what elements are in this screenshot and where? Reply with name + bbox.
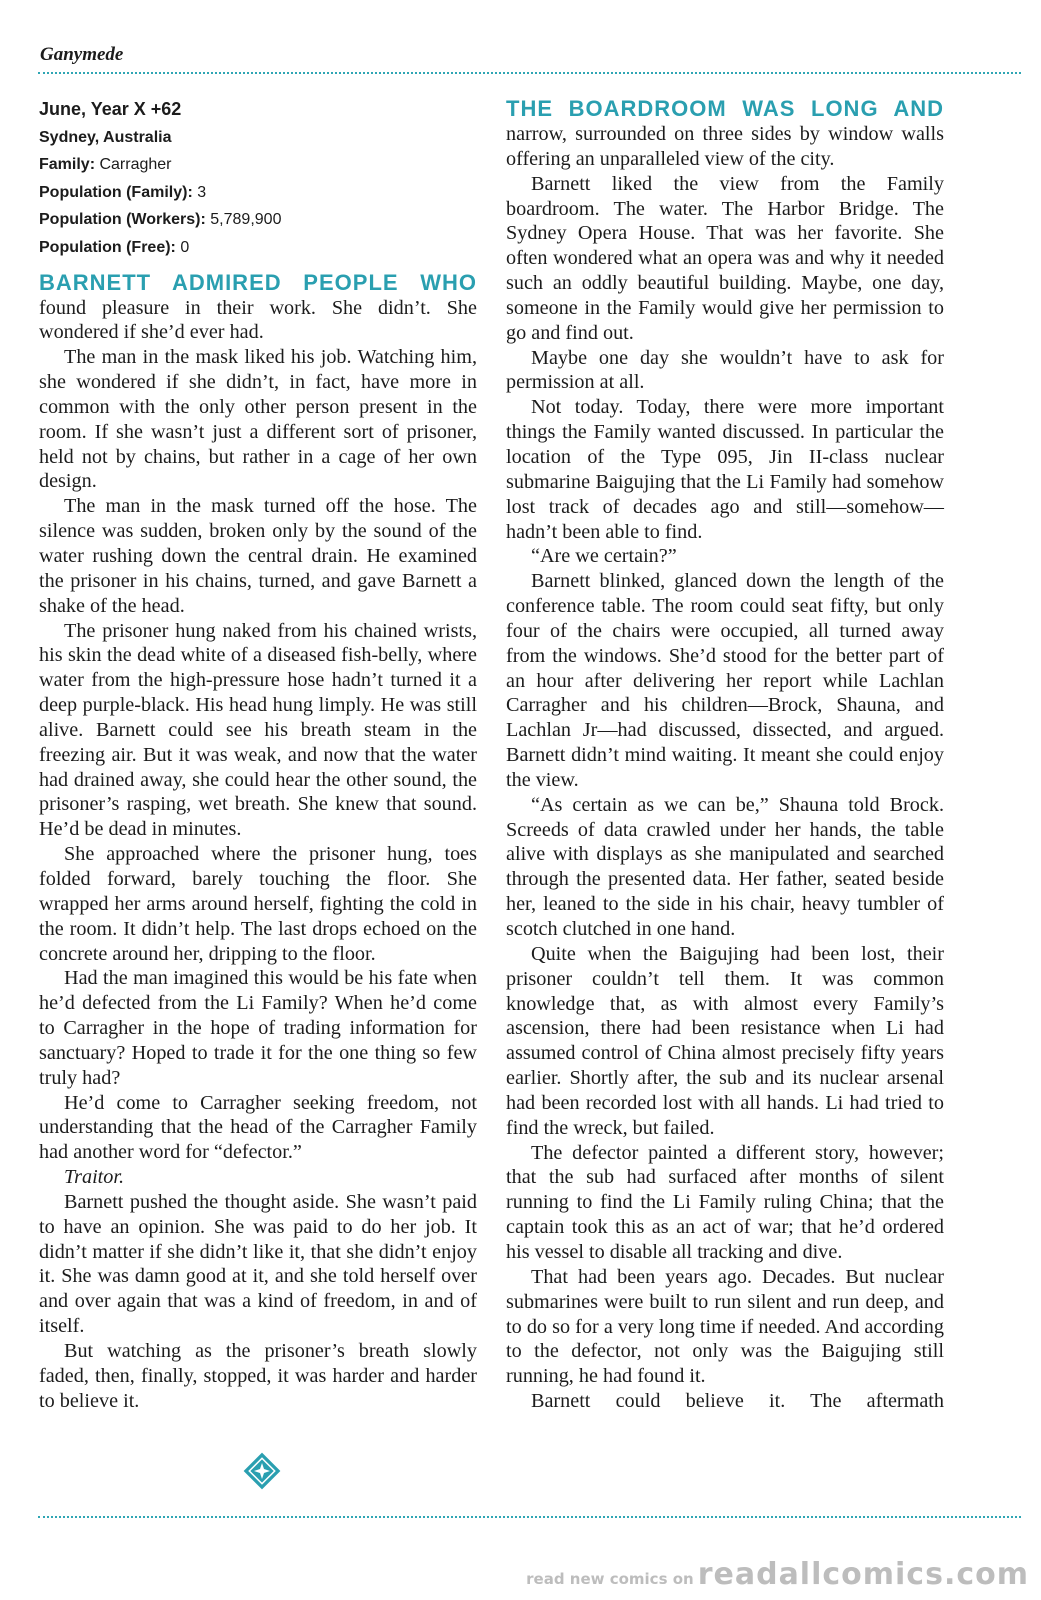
left-body-text: [39, 270, 477, 1414]
left-paragraph: Barnett pushed the thought aside. She wasn’t paid to have an opinion. She was paid to do her job. It didn’t matter if she didn’t like it, that she didn’t enjoy it. She was damn good at it, and she told herself over and over again that was a kind of freedom, in and of itself.: [39, 1190, 477, 1338]
right-body-text: [506, 96, 944, 1414]
right-paragraph: “Are we certain?”: [531, 545, 677, 568]
right-paragraph: narrow, surrounded on three sides by window walls offering an unparalleled view of the city.: [506, 123, 944, 170]
left-column: [39, 96, 477, 1414]
watermark-site-name: readallcomics.com: [697, 1557, 1029, 1592]
watermark-small-text: read new comics on: [526, 1570, 694, 1588]
right-paragraph: Quite when the Baigujing had been lost, their prisoner couldn’t tell them. It was common knowledge that, as with almost every Family’s ascension, there had been resistance when Li had assumed control of China almost precisely fifty years earlier. Shortly after, the sub and its nuclear arsenal had been recorded lost with all hands. Li had tried to find the wreck, but failed.: [506, 942, 944, 1139]
left-paragraph: But watching as the prisoner’s breath slowly faded, then, finally, stopped, it was harder and harder to believe it.: [39, 1340, 477, 1412]
right-lead-in: THE BOARDROOM WAS LONG AND: [506, 96, 944, 121]
right-paragraph: Barnett liked the view from the Family boardroom. The water. The Harbor Bridge. The Sydney Opera House. That was her favorite. She often wondered what an opera was and why it needed such an oddly beautiful building. Maybe, one day, someone in the Family would give her permission to go and find out.: [506, 172, 944, 344]
left-paragraph: Had the man imagined this would be his fate when he’d defected from the Li Family? When he’d come to Carragher in the hope of trading information for sanctuary? Hoped to trade it for the one thing so few truly had?: [39, 967, 477, 1089]
left-paragraph-italic: Traitor.: [64, 1166, 125, 1189]
left-paragraph: found pleasure in their work. She didn’t. She wondered if she’d ever had.: [39, 296, 477, 344]
left-paragraph: The man in the mask turned off the hose. The silence was sudden, broken only by the sound of the water rushing down the central drain. He examined the prisoner in his chains, turned, and gave Barnett a shake of the head.: [39, 495, 477, 617]
right-column: [506, 96, 944, 1414]
running-head-title: Ganymede: [40, 44, 124, 65]
left-paragraph: The man in the mask liked his job. Watching him, she wondered if she didn’t, in fact, have more in common with the only other person present in the room. If she wasn’t just a different sort of prisoner, held not by chains, but rather in a cage of her own design.: [39, 346, 477, 493]
bottom-dotted-rule: [38, 1516, 1021, 1518]
right-paragraph: Not today. Today, there were more important things the Family wanted discussed. In particular the location of the Type 095, Jin II-class nuclear submarine Baigujing that the Li Family had somehow lost track of decades ago and still—somehow—hadn’t been able to find.: [506, 396, 944, 543]
meta-date: June, Year X +62: [39, 99, 182, 119]
chapter-meta: [39, 96, 477, 262]
meta-row-family: Family: Carragher: [39, 156, 172, 174]
right-paragraph: “As certain as we can be,” Shauna told Brock. Screeds of data crawled under her hands, the table alive with displays as she manipulated and searched through the presented data. Her father, seated beside her, leaned to the side in his chair, heavy tumbler of scotch clutched in one hand.: [506, 793, 944, 940]
right-paragraph: Barnett blinked, glanced down the length of the conference table. The room could seat fifty, but only four of the chairs were occupied, all turned away from the windows. She’d stood for the better part of an hour after delivering her report while Lachlan Carragher and his children—Brock, Shauna, and Lachlan Jr—had discussed, dissected, and argued. Barnett didn’t mind waiting. It meant she could enjoy the view.: [506, 570, 944, 791]
left-lead-in: BARNETT ADMIRED PEOPLE WHO: [39, 269, 477, 295]
meta-row-population-family: Population (Family): 3: [39, 183, 207, 201]
site-watermark: [526, 1557, 1029, 1592]
right-paragraph: Barnett could believe it. The aftermath: [531, 1390, 944, 1413]
left-paragraph: She approached where the prisoner hung, toes folded forward, barely touching the floor. She wrapped her arms around herself, fighting the cold in the room. It didn’t help. The last drops echoed on the concrete around her, dripping to the floor.: [39, 843, 477, 965]
right-paragraph: The defector painted a different story, however; that the sub had surfaced after months of silent running to find the Li Family ruling China; that the captain took this as an act of war; that he’d ordered his vessel to disable all tracking and dive.: [506, 1141, 944, 1263]
meta-row-population-workers: Population (Workers): 5,789,900: [39, 211, 282, 229]
right-paragraph: That had been years ago. Decades. But nuclear submarines were built to run silent and run deep, and to do so for a very long time if needed. And according to the defector, not only was the Baigujing still running, he had found it.: [506, 1265, 944, 1388]
right-paragraph: Maybe one day she wouldn’t have to ask for permission at all.: [506, 346, 944, 394]
meta-row-population-free: Population (Free): 0: [39, 238, 190, 256]
left-paragraph: The prisoner hung naked from his chained wrists, his skin the dead white of a diseased fish-belly, where water from the high-pressure hose hadn’t turned it a deep purple-black. His head hung limply. He was still alive. Barnett could see his breath steam in the freezing air. But it was weak, and now that the water had drained away, she could hear the other sound, the prisoner’s rasping, wet breath. She knew that sound. He’d be dead in minutes.: [39, 619, 477, 841]
left-paragraph: He’d come to Carragher seeking freedom, not understanding that the head of the Carragher Family had another word for “defector.”: [39, 1091, 477, 1164]
meta-location: Sydney, Australia: [39, 128, 172, 146]
top-dotted-rule: [38, 72, 1021, 74]
section-ornament-icon: [243, 1452, 281, 1490]
